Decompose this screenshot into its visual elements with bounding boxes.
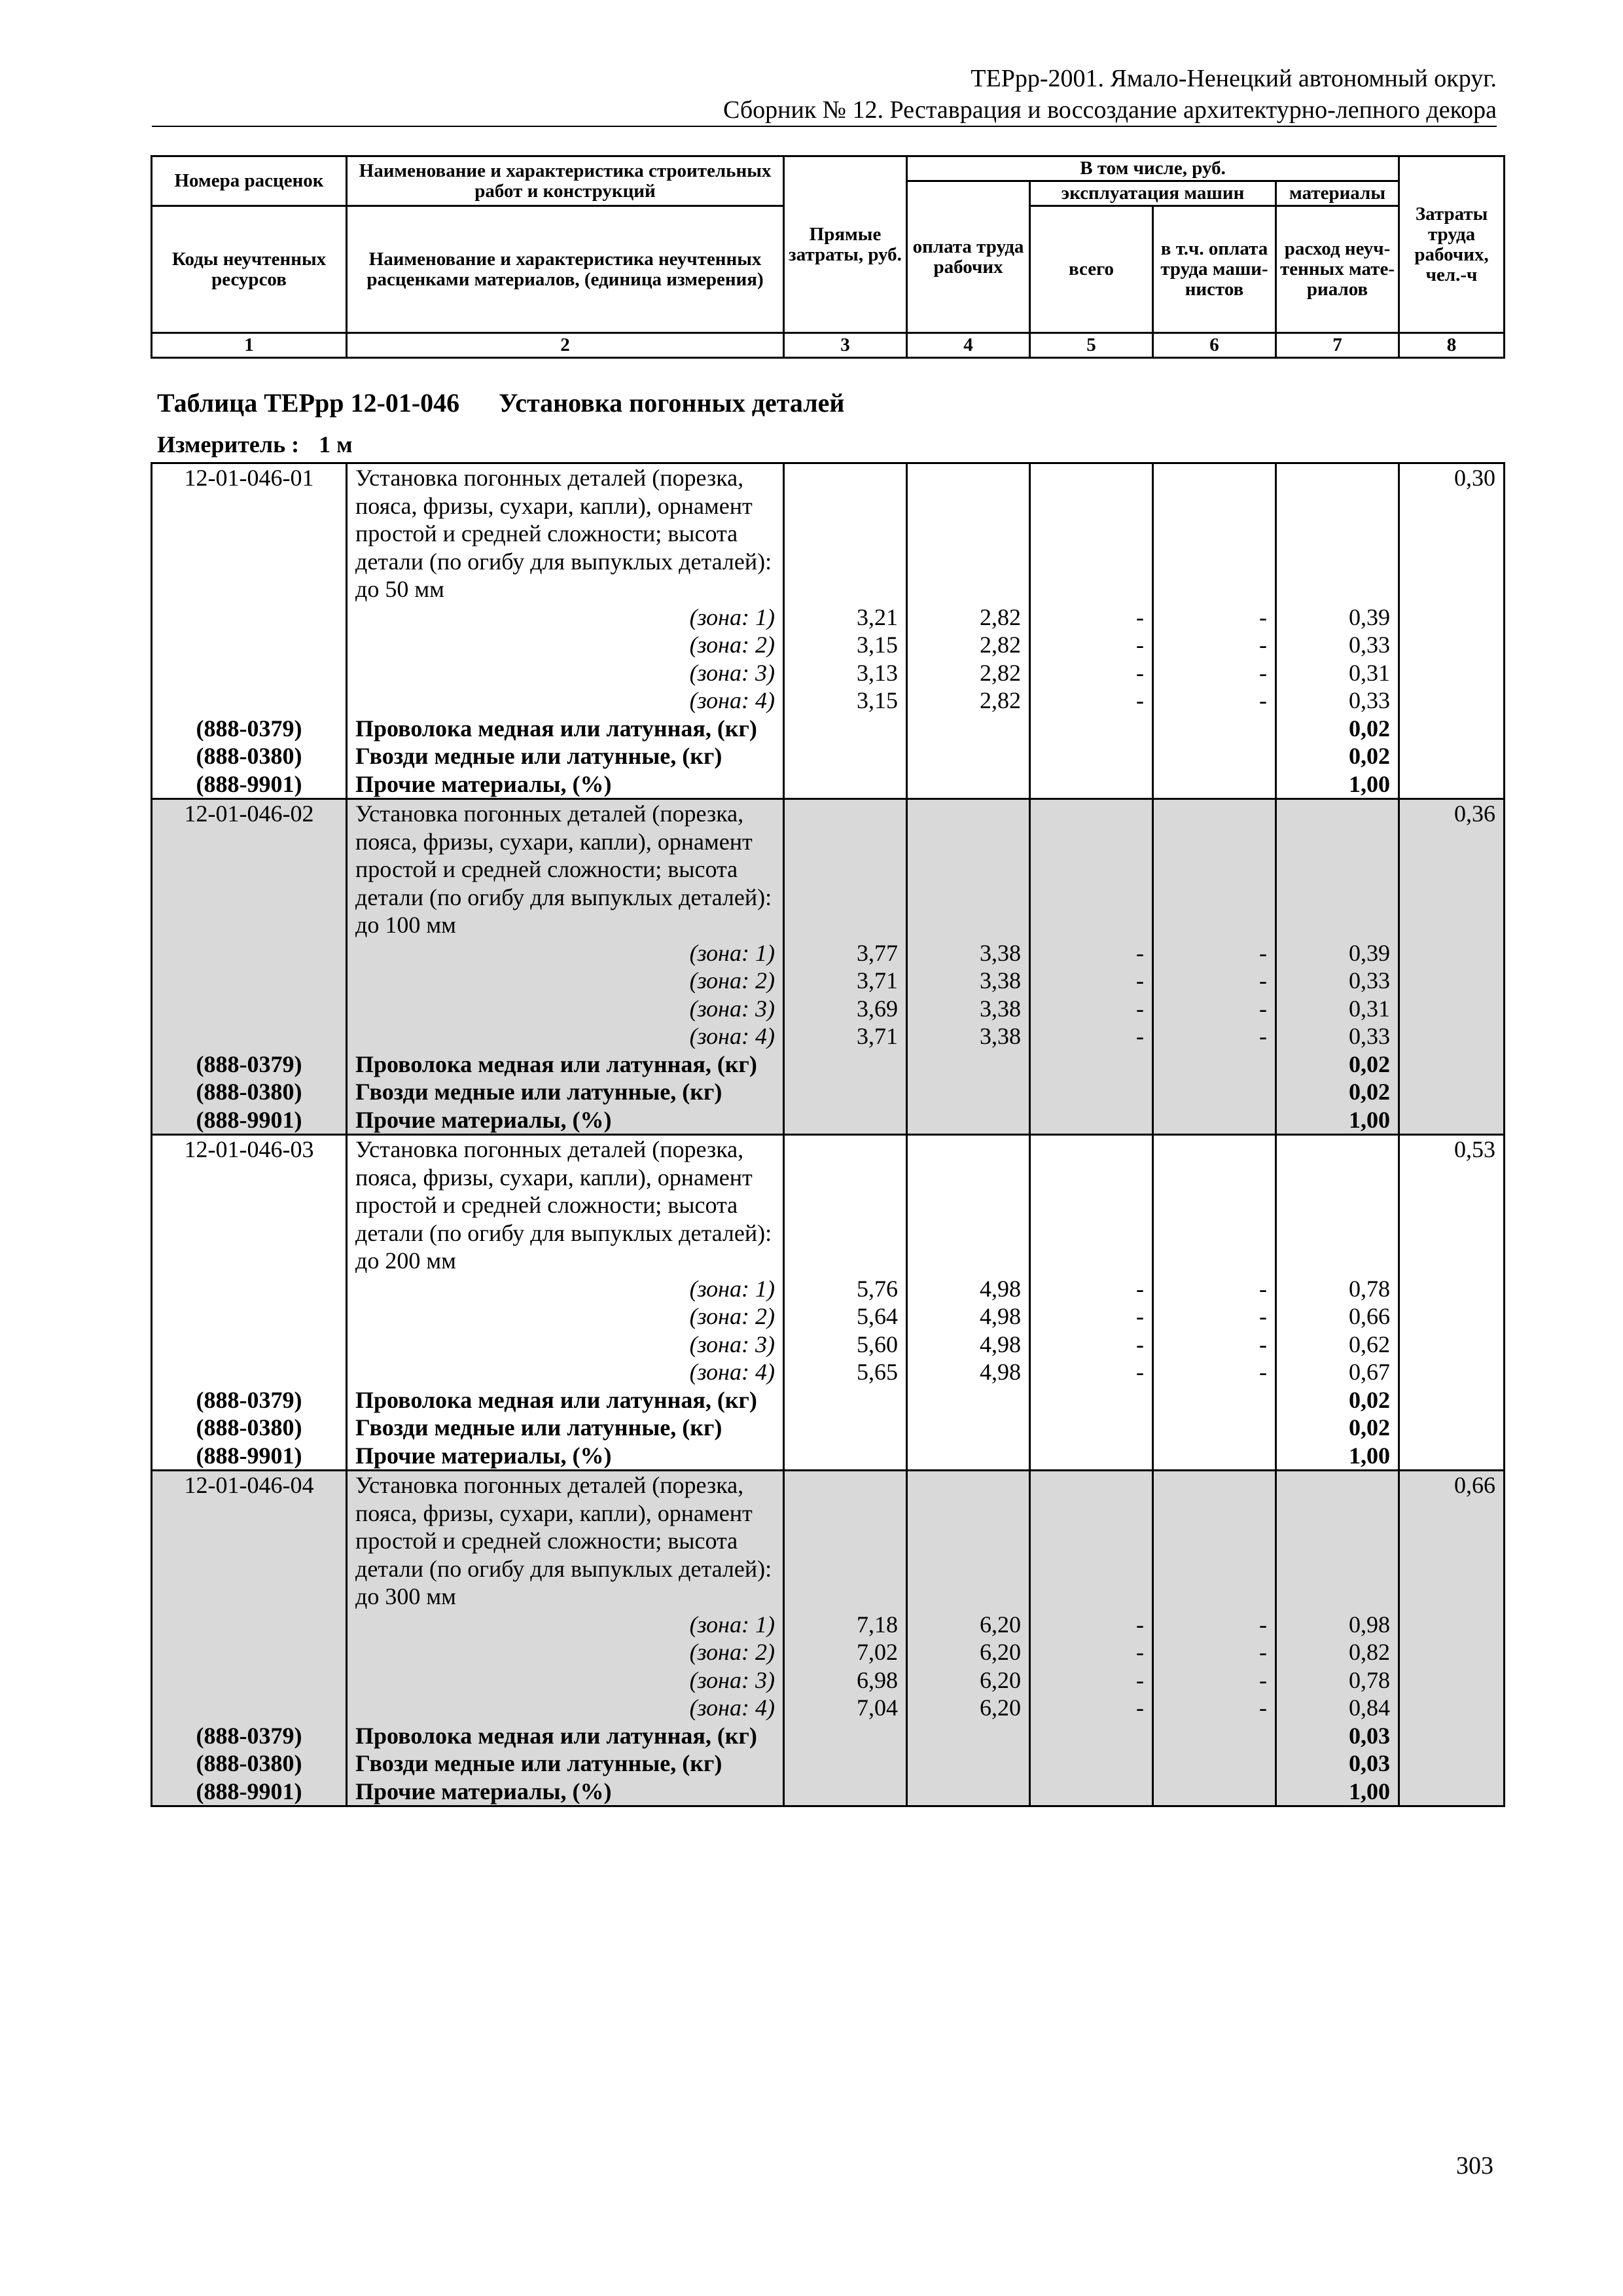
direct-cost: 3,69 bbox=[784, 995, 907, 1023]
zone-row bbox=[152, 995, 1505, 1023]
direct-cost: 7,02 bbox=[784, 1638, 907, 1666]
machinists-pay: - bbox=[1153, 939, 1276, 967]
resource-amount: 1,00 bbox=[1276, 770, 1399, 799]
resource-row bbox=[152, 1106, 1505, 1135]
labor-cost: 0,30 bbox=[1399, 463, 1505, 603]
materials-cost: 0,66 bbox=[1276, 1302, 1399, 1331]
machinists-pay: - bbox=[1153, 659, 1276, 687]
machines-total: - bbox=[1030, 1666, 1153, 1695]
machines-total: - bbox=[1030, 1275, 1153, 1303]
zone-row bbox=[152, 1358, 1505, 1386]
machinists-pay: - bbox=[1153, 1666, 1276, 1695]
direct-cost: 7,04 bbox=[784, 1694, 907, 1722]
column-caption-table bbox=[151, 155, 1505, 359]
colnum: 2 bbox=[347, 333, 784, 358]
zone-label: (зона: 2) bbox=[347, 631, 784, 659]
rate-row bbox=[152, 1471, 1505, 1611]
resource-code: (888-0379) bbox=[152, 715, 347, 743]
zone-label: (зона: 4) bbox=[347, 687, 784, 715]
zone-label: (зона: 1) bbox=[347, 603, 784, 632]
machines-total: - bbox=[1030, 687, 1153, 715]
direct-cost: 7,18 bbox=[784, 1611, 907, 1639]
materials-cost: 0,62 bbox=[1276, 1331, 1399, 1359]
colnum: 6 bbox=[1153, 333, 1276, 358]
resource-code: (888-0380) bbox=[152, 1078, 347, 1106]
zone-row bbox=[152, 1666, 1505, 1695]
caption-materials: материалы bbox=[1276, 181, 1399, 206]
zone-label: (зона: 1) bbox=[347, 939, 784, 967]
labor-pay: 2,82 bbox=[907, 603, 1030, 632]
resource-code: (888-0379) bbox=[152, 1386, 347, 1414]
labor-pay: 4,98 bbox=[907, 1358, 1030, 1386]
caption-including: В том числе, руб. bbox=[907, 156, 1399, 181]
rate-code: 12-01-046-01 bbox=[152, 463, 347, 603]
machinists-pay: - bbox=[1153, 631, 1276, 659]
resource-name: Гвозди медные или латунные, (кг) bbox=[347, 1078, 784, 1106]
machines-total: - bbox=[1030, 939, 1153, 967]
resource-name: Прочие материалы, (%) bbox=[347, 1778, 784, 1806]
direct-cost: 5,65 bbox=[784, 1358, 907, 1386]
colnum: 7 bbox=[1276, 333, 1399, 358]
zone-row bbox=[152, 967, 1505, 995]
resource-name: Проволока медная или латунная, (кг) bbox=[347, 1050, 784, 1079]
materials-cost: 0,84 bbox=[1276, 1694, 1399, 1722]
zone-label: (зона: 2) bbox=[347, 967, 784, 995]
table-title-code: Таблица ТЕРрр 12-01-046 bbox=[157, 388, 460, 418]
labor-pay: 6,20 bbox=[907, 1638, 1030, 1666]
resource-code: (888-9901) bbox=[152, 1106, 347, 1135]
zone-row bbox=[152, 659, 1505, 687]
machinists-pay: - bbox=[1153, 1694, 1276, 1722]
materials-cost: 0,31 bbox=[1276, 995, 1399, 1023]
resource-amount: 0,02 bbox=[1276, 1414, 1399, 1442]
resource-code: (888-9901) bbox=[152, 1442, 347, 1471]
direct-cost: 6,98 bbox=[784, 1666, 907, 1695]
materials-cost: 0,31 bbox=[1276, 659, 1399, 687]
zone-row bbox=[152, 1302, 1505, 1331]
zone-row bbox=[152, 603, 1505, 632]
machinists-pay: - bbox=[1153, 1022, 1276, 1050]
machinists-pay: - bbox=[1153, 1358, 1276, 1386]
resource-row bbox=[152, 1749, 1505, 1778]
zone-row bbox=[152, 1694, 1505, 1722]
labor-pay: 4,98 bbox=[907, 1331, 1030, 1359]
caption-machinists: в т.ч. оплата труда маши-нистов bbox=[1153, 206, 1276, 333]
resource-row bbox=[152, 1050, 1505, 1079]
labor-cost: 0,53 bbox=[1399, 1135, 1505, 1275]
resource-code: (888-0380) bbox=[152, 1414, 347, 1442]
resource-name: Прочие материалы, (%) bbox=[347, 770, 784, 799]
zone-label: (зона: 1) bbox=[347, 1611, 784, 1639]
resource-amount: 0,02 bbox=[1276, 742, 1399, 770]
rate-description: Установка погонных деталей (порезка, пояса, фризы, сухари, капли), орнамент простой и средней сложности; высота детали (по огибу для выпуклых деталей): до 300 мм bbox=[347, 1471, 784, 1611]
machinists-pay: - bbox=[1153, 967, 1276, 995]
machines-total: - bbox=[1030, 603, 1153, 632]
zone-row bbox=[152, 687, 1505, 715]
resource-name: Гвозди медные или латунные, (кг) bbox=[347, 1749, 784, 1778]
rate-row bbox=[152, 799, 1505, 939]
machines-total: - bbox=[1030, 1302, 1153, 1331]
rate-code: 12-01-046-02 bbox=[152, 799, 347, 939]
labor-pay: 3,38 bbox=[907, 995, 1030, 1023]
resource-amount: 1,00 bbox=[1276, 1442, 1399, 1471]
running-header-line-1: ТЕРрр-2001. Ямало-Ненецкий автономный округ. bbox=[971, 65, 1497, 92]
rate-row bbox=[152, 463, 1505, 603]
labor-pay: 3,38 bbox=[907, 939, 1030, 967]
materials-cost: 0,82 bbox=[1276, 1638, 1399, 1666]
resource-row bbox=[152, 1414, 1505, 1442]
colnum: 5 bbox=[1030, 333, 1153, 358]
materials-cost: 0,39 bbox=[1276, 939, 1399, 967]
caption-labor-cost: Затраты труда рабочих, чел.-ч bbox=[1399, 156, 1505, 333]
materials-cost: 0,67 bbox=[1276, 1358, 1399, 1386]
resource-name: Проволока медная или латунная, (кг) bbox=[347, 1722, 784, 1750]
materials-cost: 0,33 bbox=[1276, 967, 1399, 995]
rate-code: 12-01-046-04 bbox=[152, 1471, 347, 1611]
table-title-name: Установка погонных деталей bbox=[499, 388, 845, 418]
materials-cost: 0,78 bbox=[1276, 1275, 1399, 1303]
direct-cost: 3,71 bbox=[784, 967, 907, 995]
labor-pay: 6,20 bbox=[907, 1694, 1030, 1722]
zone-label: (зона: 3) bbox=[347, 659, 784, 687]
zone-row bbox=[152, 1275, 1505, 1303]
zone-label: (зона: 4) bbox=[347, 1022, 784, 1050]
caption-mat-names: Наименование и характеристика неучтенных расценками материалов, (единица измерения) bbox=[347, 206, 784, 333]
running-header-line-2: Сборник № 12. Реставрация и воссоздание архитектурно-лепного декора bbox=[723, 96, 1497, 124]
resource-amount: 0,03 bbox=[1276, 1749, 1399, 1778]
table-title bbox=[157, 387, 844, 418]
zone-row bbox=[152, 1022, 1505, 1050]
zone-row bbox=[152, 1611, 1505, 1639]
caption-machines: эксплуатация машин bbox=[1030, 181, 1276, 206]
machines-total: - bbox=[1030, 967, 1153, 995]
zone-label: (зона: 4) bbox=[347, 1358, 784, 1386]
zone-label: (зона: 3) bbox=[347, 1331, 784, 1359]
materials-cost: 0,39 bbox=[1276, 603, 1399, 632]
resource-name: Проволока медная или латунная, (кг) bbox=[347, 1386, 784, 1414]
zone-label: (зона: 2) bbox=[347, 1302, 784, 1331]
materials-cost: 0,33 bbox=[1276, 1022, 1399, 1050]
page-number: 303 bbox=[1456, 2152, 1493, 2179]
rates-table bbox=[151, 462, 1505, 1807]
resource-amount: 0,02 bbox=[1276, 715, 1399, 743]
zone-row bbox=[152, 631, 1505, 659]
direct-cost: 3,15 bbox=[784, 687, 907, 715]
zone-label: (зона: 3) bbox=[347, 995, 784, 1023]
rate-description: Установка погонных деталей (порезка, пояса, фризы, сухари, капли), орнамент простой и средней сложности; высота детали (по огибу для выпуклых деталей): до 200 мм bbox=[347, 1135, 784, 1275]
materials-cost: 0,33 bbox=[1276, 631, 1399, 659]
labor-pay: 2,82 bbox=[907, 687, 1030, 715]
zone-label: (зона: 2) bbox=[347, 1638, 784, 1666]
caption-labor-pay: оплата труда рабочих bbox=[907, 181, 1030, 333]
resource-code: (888-0379) bbox=[152, 1722, 347, 1750]
colnum: 3 bbox=[784, 333, 907, 358]
caption-mat-unaccounted: расход неуч-тенных мате-риалов bbox=[1276, 206, 1399, 333]
resource-name: Гвозди медные или латунные, (кг) bbox=[347, 1414, 784, 1442]
labor-pay: 3,38 bbox=[907, 1022, 1030, 1050]
machines-total: - bbox=[1030, 631, 1153, 659]
caption-machines-total: всего bbox=[1030, 206, 1153, 333]
labor-pay: 2,82 bbox=[907, 659, 1030, 687]
materials-cost: 0,33 bbox=[1276, 687, 1399, 715]
resource-amount: 1,00 bbox=[1276, 1106, 1399, 1135]
zone-label: (зона: 1) bbox=[347, 1275, 784, 1303]
direct-cost: 5,64 bbox=[784, 1302, 907, 1331]
resource-code: (888-0380) bbox=[152, 1749, 347, 1778]
resource-amount: 0,02 bbox=[1276, 1386, 1399, 1414]
rate-section bbox=[152, 463, 1505, 799]
machinists-pay: - bbox=[1153, 1302, 1276, 1331]
machines-total: - bbox=[1030, 995, 1153, 1023]
machines-total: - bbox=[1030, 659, 1153, 687]
labor-pay: 3,38 bbox=[907, 967, 1030, 995]
rate-description: Установка погонных деталей (порезка, пояса, фризы, сухари, капли), орнамент простой и средней сложности; высота детали (по огибу для выпуклых деталей): до 50 мм bbox=[347, 463, 784, 603]
machines-total: - bbox=[1030, 1331, 1153, 1359]
resource-row bbox=[152, 770, 1505, 799]
zone-row bbox=[152, 1331, 1505, 1359]
direct-cost: 3,13 bbox=[784, 659, 907, 687]
labor-cost: 0,66 bbox=[1399, 1471, 1505, 1611]
zone-label: (зона: 3) bbox=[347, 1666, 784, 1695]
direct-cost: 3,21 bbox=[784, 603, 907, 632]
resource-code: (888-0380) bbox=[152, 742, 347, 770]
machinists-pay: - bbox=[1153, 1638, 1276, 1666]
direct-cost: 3,15 bbox=[784, 631, 907, 659]
rate-section bbox=[152, 1471, 1505, 1806]
resource-row bbox=[152, 1442, 1505, 1471]
machinists-pay: - bbox=[1153, 995, 1276, 1023]
measure-value: 1 м bbox=[319, 431, 353, 457]
resource-code: (888-0379) bbox=[152, 1050, 347, 1079]
direct-cost: 5,60 bbox=[784, 1331, 907, 1359]
resource-code: (888-9901) bbox=[152, 1778, 347, 1806]
resource-amount: 0,02 bbox=[1276, 1050, 1399, 1079]
labor-pay: 4,98 bbox=[907, 1275, 1030, 1303]
labor-pay: 6,20 bbox=[907, 1666, 1030, 1695]
labor-pay: 6,20 bbox=[907, 1611, 1030, 1639]
direct-cost: 5,76 bbox=[784, 1275, 907, 1303]
resource-amount: 0,03 bbox=[1276, 1722, 1399, 1750]
machinists-pay: - bbox=[1153, 1611, 1276, 1639]
machinists-pay: - bbox=[1153, 1275, 1276, 1303]
rate-code: 12-01-046-03 bbox=[152, 1135, 347, 1275]
machinists-pay: - bbox=[1153, 603, 1276, 632]
caption-codes: Коды неучтенных ресурсов bbox=[152, 206, 347, 333]
caption-work: Наименование и характеристика строительных работ и конструкций bbox=[347, 156, 784, 206]
machinists-pay: - bbox=[1153, 687, 1276, 715]
resource-amount: 0,02 bbox=[1276, 1078, 1399, 1106]
materials-cost: 0,98 bbox=[1276, 1611, 1399, 1639]
labor-cost: 0,36 bbox=[1399, 799, 1505, 939]
rate-description: Установка погонных деталей (порезка, пояса, фризы, сухари, капли), орнамент простой и средней сложности; высота детали (по огибу для выпуклых деталей): до 100 мм bbox=[347, 799, 784, 939]
direct-cost: 3,77 bbox=[784, 939, 907, 967]
rate-section bbox=[152, 1135, 1505, 1471]
materials-cost: 0,78 bbox=[1276, 1666, 1399, 1695]
rate-row bbox=[152, 1135, 1505, 1275]
measure-label: Измеритель : bbox=[157, 431, 300, 457]
labor-pay: 4,98 bbox=[907, 1302, 1030, 1331]
resource-row bbox=[152, 1722, 1505, 1750]
resource-name: Прочие материалы, (%) bbox=[347, 1442, 784, 1471]
measure-line bbox=[157, 431, 353, 458]
machines-total: - bbox=[1030, 1638, 1153, 1666]
resource-name: Проволока медная или латунная, (кг) bbox=[347, 715, 784, 743]
resource-name: Прочие материалы, (%) bbox=[347, 1106, 784, 1135]
resource-row bbox=[152, 1386, 1505, 1414]
zone-label: (зона: 4) bbox=[347, 1694, 784, 1722]
colnum: 8 bbox=[1399, 333, 1505, 358]
header-rule bbox=[152, 126, 1497, 127]
resource-row bbox=[152, 715, 1505, 743]
resource-amount: 1,00 bbox=[1276, 1778, 1399, 1806]
labor-pay: 2,82 bbox=[907, 631, 1030, 659]
machines-total: - bbox=[1030, 1358, 1153, 1386]
rate-section bbox=[152, 799, 1505, 1135]
direct-cost: 3,71 bbox=[784, 1022, 907, 1050]
resource-row bbox=[152, 1778, 1505, 1806]
machines-total: - bbox=[1030, 1694, 1153, 1722]
resource-row bbox=[152, 742, 1505, 770]
resource-code: (888-9901) bbox=[152, 770, 347, 799]
colnum: 4 bbox=[907, 333, 1030, 358]
zone-row bbox=[152, 939, 1505, 967]
machines-total: - bbox=[1030, 1611, 1153, 1639]
caption-rates: Номера расценок bbox=[152, 156, 347, 206]
zone-row bbox=[152, 1638, 1505, 1666]
machinists-pay: - bbox=[1153, 1331, 1276, 1359]
machines-total: - bbox=[1030, 1022, 1153, 1050]
resource-name: Гвозди медные или латунные, (кг) bbox=[347, 742, 784, 770]
caption-direct: Прямые затраты, руб. bbox=[784, 156, 907, 333]
resource-row bbox=[152, 1078, 1505, 1106]
colnum: 1 bbox=[152, 333, 347, 358]
